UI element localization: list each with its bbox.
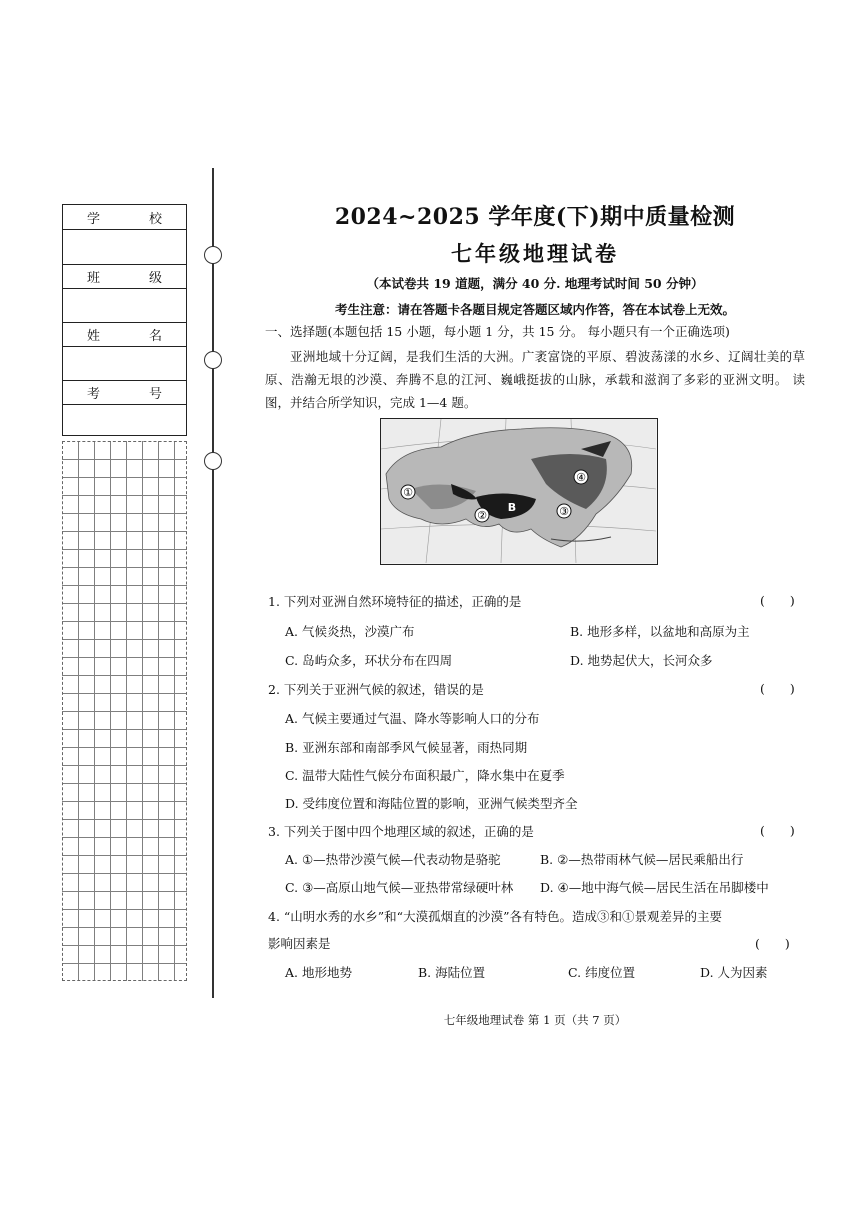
binding-line bbox=[212, 168, 214, 998]
binding-hole bbox=[204, 246, 222, 264]
school-label: 学 校 bbox=[86, 212, 180, 227]
question-1-stem: 1. 下列对亚洲自然环境特征的描述，正确的是 bbox=[268, 594, 522, 609]
question-2-option-b: B. 亚洲东部和南部季风气候显著，雨热同期 bbox=[285, 740, 528, 755]
question-1-answer-blank[interactable]: ( ) bbox=[760, 593, 795, 608]
question-3-option-c: C. ③—高原山地气候—亚热带常绿硬叶林 bbox=[285, 880, 514, 895]
map-marker-2: ② bbox=[477, 509, 487, 522]
section-intro: 亚洲地域十分辽阔，是我们生活的大洲。广袤富饶的平原、碧波荡漾的水乡、辽阔壮美的草原、浩瀚无垠的沙漠、奔腾不息的江河、巍峨挺拔的山脉，承载和滋润了多彩的亚洲文明。 读图，并结合所学知识，完成 1—4 题。 bbox=[265, 349, 805, 410]
binding-hole bbox=[204, 452, 222, 470]
question-2-stem: 2. 下列关于亚洲气候的叙述，错误的是 bbox=[268, 682, 484, 697]
question-3-option-a: A. ①—热带沙漠气候—代表动物是骆驼 bbox=[285, 852, 501, 867]
map-marker-4: ④ bbox=[576, 471, 586, 484]
question-2-option-c: C. 温带大陆性气候分布面积最广，降水集中在夏季 bbox=[285, 768, 565, 783]
question-1-option-d: D. 地势起伏大，长河众多 bbox=[570, 653, 713, 668]
exam-title: 2024~2025 学年度(下)期中质量检测 bbox=[334, 204, 736, 230]
question-1-option-b: B. 地形多样，以盆地和高原为主 bbox=[570, 624, 750, 639]
question-1-option-c: C. 岛屿众多，环状分布在四周 bbox=[285, 653, 453, 668]
page-footer: 七年级地理试卷 第 1 页（共 7 页） bbox=[443, 1013, 627, 1027]
question-3-option-b: B. ②—热带雨林气候—居民乘船出行 bbox=[540, 852, 744, 867]
question-2-option-a: A. 气候主要通过气温、降水等影响人口的分布 bbox=[285, 711, 540, 726]
name-label: 姓 名 bbox=[86, 329, 180, 344]
question-2-answer-blank[interactable]: ( ) bbox=[760, 681, 795, 696]
question-3-answer-blank[interactable]: ( ) bbox=[760, 823, 795, 838]
section-heading: 一、选择题(本题包括 15 小题，每小题 1 分，共 15 分。 每小题只有一个正确选项) bbox=[265, 324, 730, 339]
class-field[interactable] bbox=[63, 288, 186, 324]
exam-number-field[interactable] bbox=[63, 404, 186, 437]
asia-map-graphic bbox=[381, 419, 656, 563]
question-3-option-d: D. ④—地中海气候—居民生活在吊脚楼中 bbox=[540, 880, 769, 895]
question-4-option-d: D. 人为因素 bbox=[700, 965, 768, 980]
question-4-option-b: B. 海陆位置 bbox=[418, 965, 486, 980]
question-4-option-c: C. 纬度位置 bbox=[568, 965, 636, 980]
binding-hole bbox=[204, 351, 222, 369]
question-4-stem: 4. “山明水秀的水乡”和“大漠孤烟直的沙漠”各有特色。造成③和①景观差异的主要 bbox=[268, 909, 722, 924]
exam-subtitle: 七年级地理试卷 bbox=[451, 241, 619, 266]
map-marker-b: B bbox=[507, 501, 517, 514]
question-4-stem-cont: 影响因素是 bbox=[268, 936, 331, 951]
question-4-option-a: A. 地形地势 bbox=[285, 965, 352, 980]
asia-map bbox=[380, 418, 658, 565]
exam-notice: 考生注意：请在答题卡各题目规定答题区域内作答，答在本试卷上无效。 bbox=[334, 302, 735, 317]
answer-grid bbox=[62, 441, 187, 981]
name-field[interactable] bbox=[63, 346, 186, 382]
class-label: 班 级 bbox=[86, 271, 180, 286]
question-4-answer-blank[interactable]: ( ) bbox=[755, 936, 790, 951]
student-info-box bbox=[62, 204, 187, 436]
question-1-option-a: A. 气候炎热，沙漠广布 bbox=[285, 624, 415, 639]
school-field[interactable] bbox=[63, 229, 186, 265]
question-3-stem: 3. 下列关于图中四个地理区域的叙述，正确的是 bbox=[268, 824, 534, 839]
exam-number-label: 考 号 bbox=[86, 387, 180, 402]
question-2-option-d: D. 受纬度位置和海陆位置的影响，亚洲气候类型齐全 bbox=[285, 796, 578, 811]
map-marker-3: ③ bbox=[559, 505, 569, 518]
map-marker-1: ① bbox=[403, 486, 413, 499]
exam-info: （本试卷共 19 道题，满分 40 分. 地理考试时间 50 分钟） bbox=[366, 276, 704, 291]
